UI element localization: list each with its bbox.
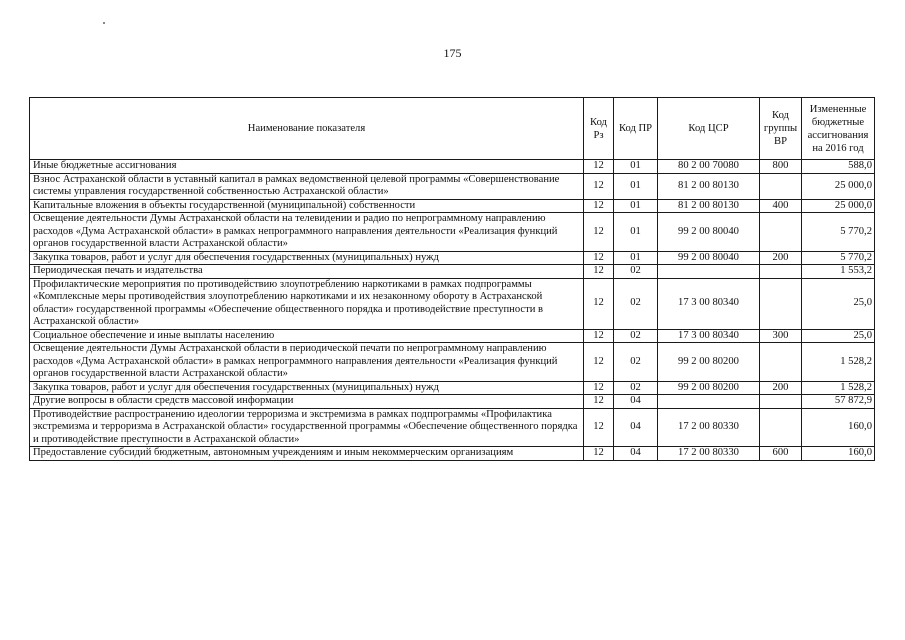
table-row: [30, 213, 875, 252]
header-amount: Измененные бюджетные ассигнования на 2016 год: [802, 98, 875, 160]
row-vr: [760, 265, 802, 279]
table-row: [30, 173, 875, 199]
page-number: 175: [443, 46, 462, 60]
row-vr: 300: [760, 329, 802, 343]
table-row: [30, 408, 875, 447]
row-rz: 12: [584, 173, 614, 199]
table-row: [30, 278, 875, 329]
row-vr: [760, 408, 802, 447]
row-pr: 01: [614, 251, 658, 265]
row-pr: 01: [614, 199, 658, 213]
row-rz: 12: [584, 408, 614, 447]
row-amount: 160,0: [802, 408, 875, 447]
row-pr: 02: [614, 329, 658, 343]
table-row: [30, 395, 875, 409]
row-rz: 12: [584, 278, 614, 329]
row-amount: 25 000,0: [802, 173, 875, 199]
row-pr: 04: [614, 447, 658, 461]
table-row: [30, 199, 875, 213]
table-row: [30, 447, 875, 461]
budget-table: [29, 97, 875, 461]
row-name: Противодействие распространению идеологии терроризма и экстремизма в рамках подпрограммы «Профилактика экстремизма и терроризма в Астраханской области» государственной программы «Обеспечение общественного порядка и противодействие преступности в Астраханской области»: [30, 408, 584, 447]
row-name: Закупка товаров, работ и услуг для обеспечения государственных (муниципальных) нужд: [30, 251, 584, 265]
row-name: Взнос Астраханской области в уставный капитал в рамках ведомственной целевой программы «Совершенствование системы управления государственной собственностью Астраханской области»: [30, 173, 584, 199]
row-amount: 25 000,0: [802, 199, 875, 213]
row-name: Освещение деятельности Думы Астраханской области в периодической печати по непрограммному направлению расходов «Дума Астраханской области» в рамках непрограммного направления деятельности «Реализация функций органов государственной власти Астраханской области»: [30, 343, 584, 382]
row-amount: 1 528,2: [802, 343, 875, 382]
row-pr: 01: [614, 160, 658, 174]
row-rz: 12: [584, 199, 614, 213]
row-name: Освещение деятельности Думы Астраханской области на телевидении и радио по непрограммному направлению расходов «Дума Астраханской области» в рамках непрограммного направления деятельности «Реализация функций органов государственной власти Астраханской области»: [30, 213, 584, 252]
row-pr: 02: [614, 343, 658, 382]
row-name: Иные бюджетные ассигнования: [30, 160, 584, 174]
row-amount: 5 770,2: [802, 251, 875, 265]
row-pr: 02: [614, 265, 658, 279]
row-csr: 80 2 00 70080: [658, 160, 760, 174]
row-rz: 12: [584, 160, 614, 174]
row-vr: [760, 395, 802, 409]
row-name: Профилактические мероприятия по противодействию злоупотреблению наркотиками в рамках подпрограммы «Комплексные меры противодействия злоупотреблению наркотиками и их незаконному обороту в Астраханской области» государственной программы «Обеспечение общественного порядка и противодействие преступности в Астраханской области»: [30, 278, 584, 329]
row-amount: 5 770,2: [802, 213, 875, 252]
row-name: Периодическая печать и издательства: [30, 265, 584, 279]
row-csr: 99 2 00 80040: [658, 251, 760, 265]
scan-speck: [103, 22, 105, 24]
row-rz: 12: [584, 329, 614, 343]
row-amount: 25,0: [802, 278, 875, 329]
row-name: Предоставление субсидий бюджетным, автономным учреждениям и иным некоммерческим организациям: [30, 447, 584, 461]
row-amount: 1 528,2: [802, 381, 875, 395]
row-vr: 600: [760, 447, 802, 461]
header-name: Наименование показателя: [30, 98, 584, 160]
row-rz: 12: [584, 381, 614, 395]
table-row: [30, 329, 875, 343]
row-amount: 588,0: [802, 160, 875, 174]
row-pr: 02: [614, 381, 658, 395]
row-csr: 99 2 00 80040: [658, 213, 760, 252]
row-amount: 1 553,2: [802, 265, 875, 279]
row-rz: 12: [584, 213, 614, 252]
row-vr: [760, 343, 802, 382]
table-row: [30, 160, 875, 174]
row-csr: 17 3 00 80340: [658, 278, 760, 329]
row-rz: 12: [584, 447, 614, 461]
row-amount: 160,0: [802, 447, 875, 461]
row-name: Закупка товаров, работ и услуг для обеспечения государственных (муниципальных) нужд: [30, 381, 584, 395]
row-rz: 12: [584, 395, 614, 409]
row-rz: 12: [584, 343, 614, 382]
row-vr: 200: [760, 381, 802, 395]
row-csr: 81 2 00 80130: [658, 199, 760, 213]
row-pr: 04: [614, 395, 658, 409]
table-row: [30, 251, 875, 265]
row-amount: 25,0: [802, 329, 875, 343]
header-vr: Код группы ВР: [760, 98, 802, 160]
row-csr: 17 2 00 80330: [658, 408, 760, 447]
row-csr: 17 3 00 80340: [658, 329, 760, 343]
row-csr: 99 2 00 80200: [658, 381, 760, 395]
table-header-row: [30, 98, 875, 160]
row-name: Социальное обеспечение и иные выплаты населению: [30, 329, 584, 343]
header-csr: Код ЦСР: [658, 98, 760, 160]
table-row: [30, 381, 875, 395]
row-name: Другие вопросы в области средств массовой информации: [30, 395, 584, 409]
row-rz: 12: [584, 251, 614, 265]
row-pr: 01: [614, 173, 658, 199]
row-amount: 57 872,9: [802, 395, 875, 409]
row-csr: [658, 265, 760, 279]
header-pr: Код ПР: [614, 98, 658, 160]
row-pr: 02: [614, 278, 658, 329]
row-vr: [760, 173, 802, 199]
table-row: [30, 343, 875, 382]
row-name: Капитальные вложения в объекты государственной (муниципальной) собственности: [30, 199, 584, 213]
row-vr: 800: [760, 160, 802, 174]
row-rz: 12: [584, 265, 614, 279]
row-csr: [658, 395, 760, 409]
row-csr: 17 2 00 80330: [658, 447, 760, 461]
table-row: [30, 265, 875, 279]
row-pr: 04: [614, 408, 658, 447]
row-csr: 99 2 00 80200: [658, 343, 760, 382]
row-pr: 01: [614, 213, 658, 252]
row-vr: [760, 213, 802, 252]
row-csr: 81 2 00 80130: [658, 173, 760, 199]
row-vr: 400: [760, 199, 802, 213]
row-vr: [760, 278, 802, 329]
row-vr: 200: [760, 251, 802, 265]
header-rz: Код Рз: [584, 98, 614, 160]
